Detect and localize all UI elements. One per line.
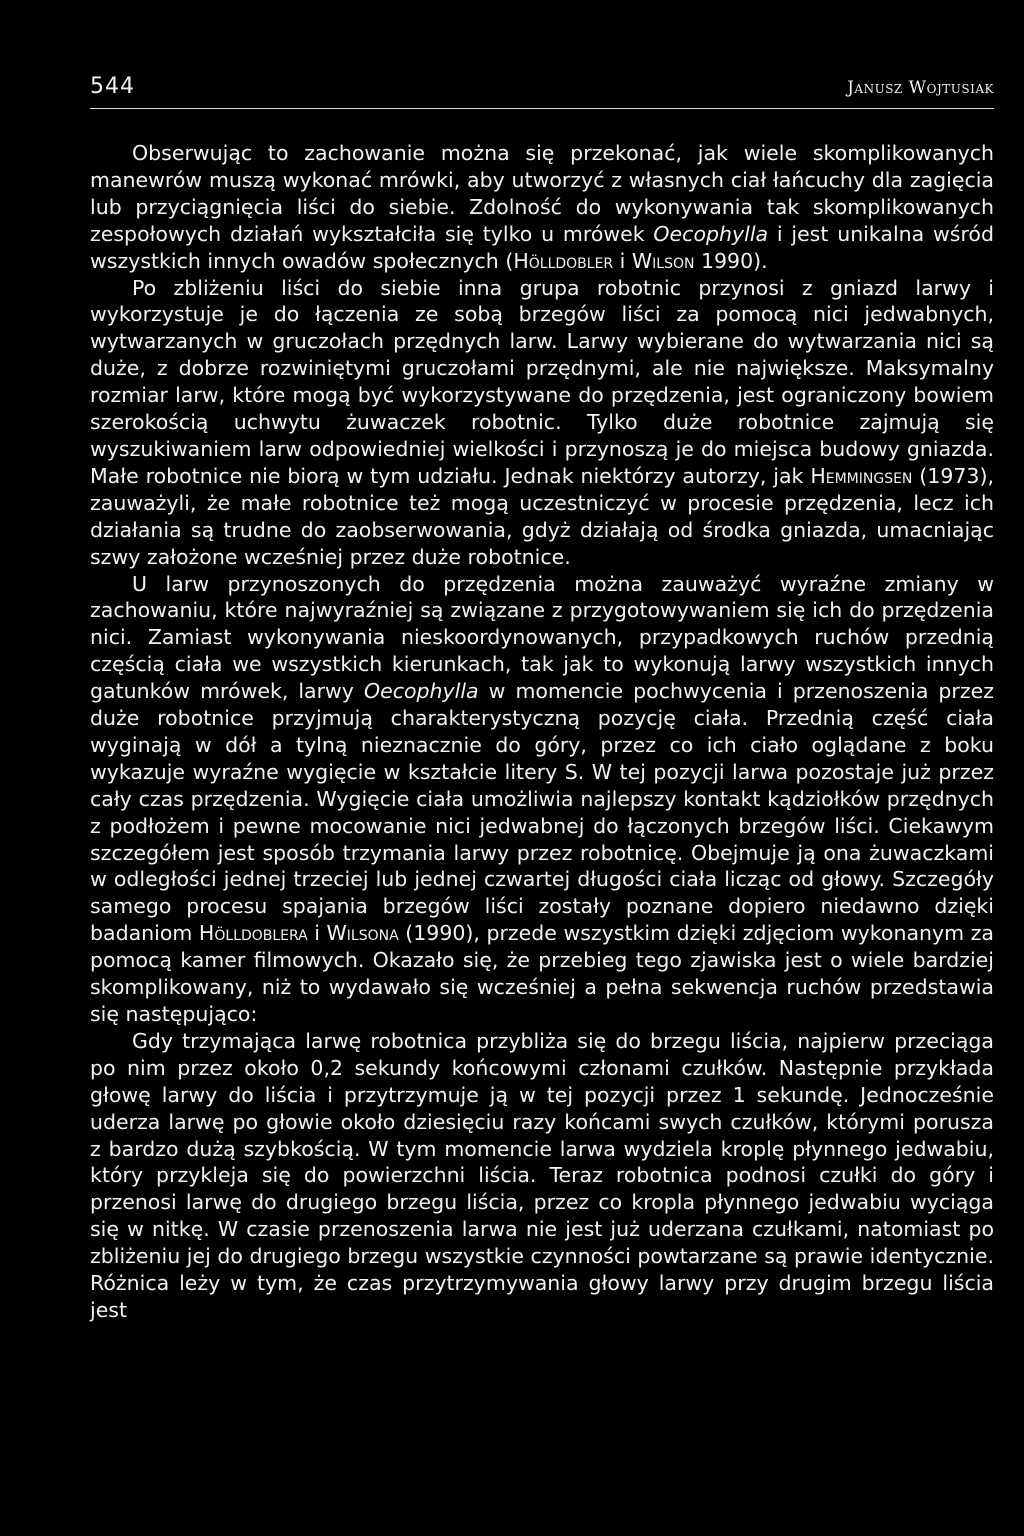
genus-name: Oecophylla [653, 221, 769, 246]
text-run: i [613, 248, 632, 273]
text-run: Po zbliżeniu liści do siebie inna grupa robotnic przynosi z gniazd larwy i wykorzystuje je do łączenia ze sobą brzegów liści za pomocą nici jedwabnych, wytwarzanych w gruczołach przędnych larw. Larwy wybierane do wytwarzania nici są duże, z dobrze rozwiniętymi gruczołami przędnymi, ale nie największe. Maksymalny rozmiar larw, które mogą być wykorzystywane do przędzenia, jest ograniczony bowiem szerokością uchwytu żuwaczek robotnic. Tylko duże robotnice zajmują się wyszukiwaniem larw odpowiedniej wielkości i przynoszą je do miejsca budowy gniazda. Małe robotnice nie biorą w tym udziału. Jednak niektórzy autorzy, jak [90, 275, 994, 488]
text-run: i jest unikalna wśród wszystkich innych owadów społecznych ( [90, 221, 994, 273]
text-run: w momencie pochwycenia i przenoszenia przez duże robotnice przyjmują charakterystyczną pozycję ciała. Przednią część ciała wyginają w dół a tylną nieznacznie do góry, przez co ich ciało oglądane z boku wykazuje wyraźne wygięcie w kształcie litery S. W tej pozycji larwa pozostaje już przez cały czas przędzenia. Wygięcie ciała umożliwia najlepszy kontakt kądziołków przędnych z podłożem i pewne mocowanie nici jedwabnej do łączonych brzegów liści. Ciekawym szczegółem jest sposób trzymania larwy przez robotnicę. Obejmuje ją ona żuwaczkami w odległości jednej trzeciej lub jednej czwartej długości ciała licząc od głowy. Szczegóły samego procesu spajania brzegów liści zostały poznane dopiero niedawno dzięki badaniom [90, 679, 994, 946]
page-header [90, 72, 994, 106]
paragraph-4: Gdy trzymająca larwę robotnica przybliża się do brzegu liścia, najpierw przeciąga po nim przez około 0,2 sekundy końcowymi członami czułków. Następnie przykłada głowę larwy do liścia i przytrzymuje ją w tej pozycji przez 1 sekundę. Jednocześnie uderza larwę po głowie około dziesięciu razy końcami swych czułków, którymi porusza z bardzo dużą szybkością. W tym momencie larwa wydziela kroplę płynnego jedwabiu, który przykleja się do powierzchni liścia. Teraz robotnica podnosi czułki do góry i przenosi larwę do drugiego brzegu liścia, przez co kropla płynnego jedwabiu wyciąga się w nitkę. W czasie przenoszenia larwa nie jest już uderzana czułkami, natomiast po zbliżeniu jej do drugiego brzegu wszystkie czynności powtarzane są prawie identycznie. Różnica leży w tym, że czas przytrzymywania głowy larwy przy drugim brzegu liścia jest [90, 1028, 994, 1322]
header-rule [90, 108, 994, 109]
paragraph-1 [90, 140, 994, 275]
paragraph-3 [90, 571, 994, 1028]
text-run: U larw przynoszonych do przędzenia można zauważyć wyraźne zmiany w zachowaniu, które najwyraźniej są związane z przygotowywaniem się ich do przędzenia nici. Zamiast wykonywania nieskoordynowanych, przypadkowych ruchów przednią częścią ciała we wszystkich kierunkach, tak jak to wykonują larwy wszystkich innych gatunków mrówek, larwy [90, 571, 994, 704]
genus-name: Oecophylla [363, 679, 479, 704]
text-run: (1973), zauważyli, że małe robotnice też mogą uczestniczyć w procesie przędzenia, lecz ich działania są trudne do zaobserwowania, gdyż działają od środka gniazda, umacniając szwy założone wcześniej przez duże robotnice. [90, 463, 994, 569]
cited-author: Wilsona [326, 921, 399, 946]
running-head-author: Janusz Wojtusiak [847, 78, 994, 98]
page-number: 544 [90, 74, 135, 99]
body-text [90, 140, 994, 1324]
cited-author: Wilson [631, 248, 695, 273]
text-run: i [307, 921, 327, 946]
text-run: (1990), przede wszystkim dzięki zdjęciom wykonanym za pomocą kamer filmowych. Okazało się, że przebieg tego zjawiska jest o wiele bardziej skomplikowany, niż to wydawało się wcześniej a pełna sekwencja ruchów przedstawia się następująco: [90, 921, 994, 1026]
text-run: 1990). [694, 248, 768, 273]
cited-author: Hölldoblera [198, 921, 308, 946]
paragraph-2 [90, 275, 994, 571]
text-run: Obserwując to zachowanie można się przekonać, jak wiele skomplikowanych manewrów muszą wykonać mrówki, aby utworzyć z własnych ciał łańcuchy dla zagięcia lub przyciągnięcia liści do siebie. Zdolność do wykonywania tak skomplikowanych zespołowych działań wykształciła się tylko u mrówek [90, 141, 994, 246]
cited-author: Hemmingsen [810, 463, 913, 488]
cited-author: Hölldobler [513, 248, 614, 273]
